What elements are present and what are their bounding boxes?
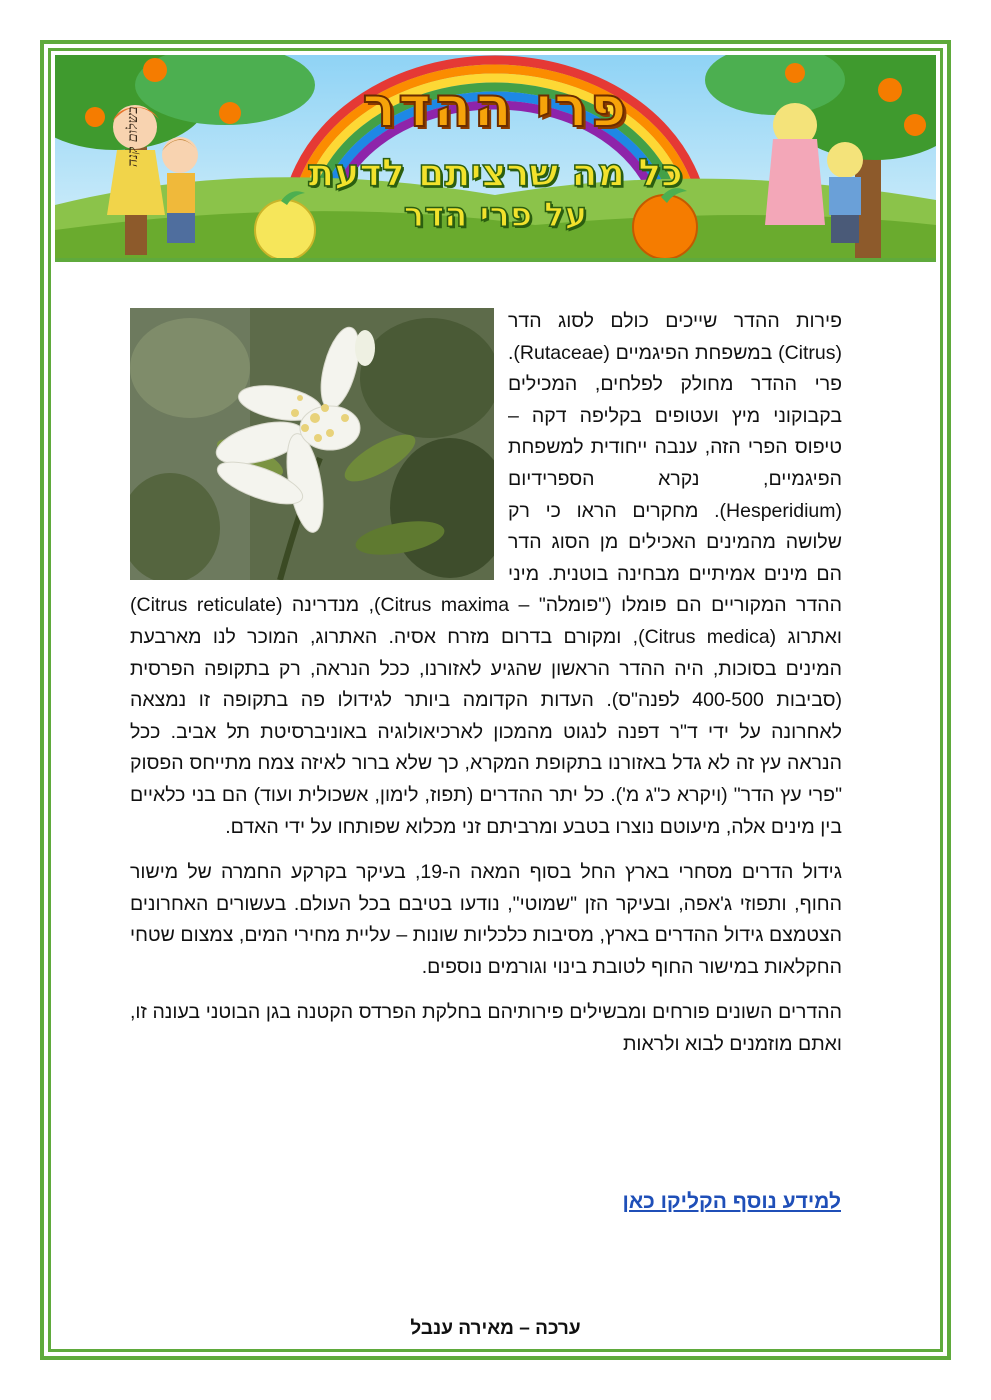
article-body bbox=[130, 306, 842, 1075]
article-paragraph-2: גידול הדרים מסחרי בארץ החל בסוף המאה ה-19, בעיקר בקרקע החמרה של מישור החוף, ותפוזי ג'אפה, ובעיקר הזן "שמוטי", נודעו בטיבם בכל העולם. בעשורים האחרונים הצטמצם גידול ההדרים בארץ, מסיבות כלכליות שונות – עליית מחירי המים, צמצום שטחי החקלאות במישור החוף לטובת בינוי וגורמים נוספים. bbox=[130, 861, 842, 978]
article-paragraph-1: פירות ההדר שייכים כולם לסוג הדר (Citrus) במשפחת הפיגמיים (Rutaceae). פרי ההדר מחולק לפלחים, המכילים בקבוקוני מיץ ועטופים בקליפה דקה – טיפוס הפרי הזה, ענבה ייחודית למשפחת הפיגמיים, נקרא הספרידיום (Hesperidium). מחקרים הראו כי רק שלושה מהמינים האכילים מן הסוג הדר הם מינים אמיתיים מבחינה בוטנית. מיני ההדר המקוריים הם פומלו ("פומלה" – Citrus maxima), מנדרינה (Citrus reticulate) ואתרוג (Citrus medica), ומקורם בדרום מזרח אסיה. האתרוג, המוכר לנו מארבעת המינים בסוכות, היה ההדר הראשון שהגיע לאזורנו, ככל הנראה, רק בתקופה הפרסית (סביבות 400-500 לפנה"ס). העדות הקדומה ביותר לגידולו פה בתקופה זו נמצאה לאחרונה על ידי ד"ר דפנה לנגוט מהמכון לארכיאולוגיה באוניברסיטת תל אביב. ככל הנראה עץ זה לא גדל באזורנו בתקופת המקרא, כך שלא ברור לאיזה צמח מתייחס הפסוק "פרי עץ הדר" (ויקרא כ"ג מ'). כל יתר ההדרים (תפוז, לימון, אשכולית ועוד) הם בני כלאיים בין מינים אלה, מיעוטם נוצרו בטבע ומרביתם זני מכלוא שפותחו על ידי האדם. bbox=[130, 310, 842, 838]
more-info-link[interactable]: למידע נוסף הקליקו כאן bbox=[622, 1190, 841, 1213]
banner-subtitle-line1: כל מה שרציתם לדעת bbox=[308, 151, 683, 195]
citrus-blossom-photo bbox=[130, 308, 494, 580]
article-paragraph-3: ההדרים השונים פורחים ומבשילים פירותיהם בחלקת הפרדס הקטנה בגן הבוטני בעונה זו, ואתם מוזמנים לבוא ולראות bbox=[130, 1001, 842, 1056]
banner-subtitle-line2: על פרי הדר bbox=[403, 195, 588, 235]
header-banner bbox=[55, 55, 936, 262]
editor-credit: ערכה – מאירה ענבל bbox=[410, 1318, 581, 1339]
banner-title: פרי ההדר bbox=[362, 75, 629, 140]
illustrator-signature: בשלום קנה bbox=[125, 106, 141, 167]
